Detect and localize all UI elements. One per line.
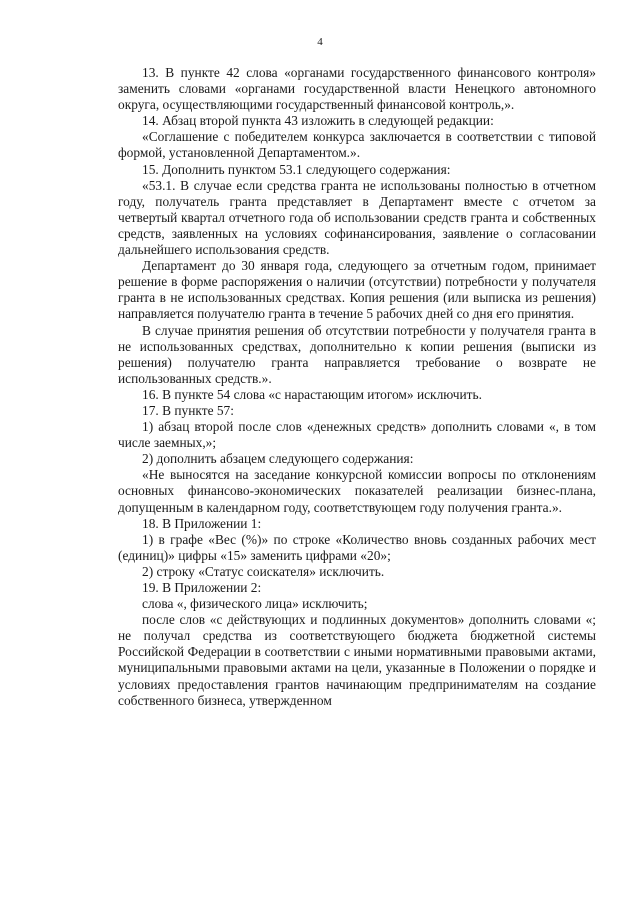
paragraph-refund-requirement: В случае принятия решения об отсутствии потребности у получателя гранта в не использованных средствах, дополнительно к копии решения (выписки из решения) получателю гранта направляется требование о возврате не использованных средств.». bbox=[118, 322, 596, 386]
paragraph-17-2-text: «Не выносятся на заседание конкурсной комиссии вопросы по отклонениям основных финансово-экономических показателей реализации бизнес-плана, допущенным в календарном году, соответствующем году получения гранта.». bbox=[118, 467, 596, 515]
paragraph-18-1: 1) в графе «Вес (%)» по строке «Количество вновь созданных рабочих мест (единиц)» цифры «15» заменить цифрами «20»; bbox=[118, 531, 596, 563]
paragraph-14: 14. Абзац второй пункта 43 изложить в следующей редакции: bbox=[142, 113, 494, 129]
paragraph-19-words: слова «, физического лица» исключить; bbox=[142, 596, 368, 612]
paragraph-19-addition: после слов «с действующих и подлинных документов» дополнить словами «; не получал средства из соответствующего бюджета бюджетной системы Российской Федерации в соответствии с иными нормативными правовыми актами, муниципальными правовыми актами на цели, указанные в Положении о порядке и условиях предоставления грантов начинающим предпринимателям на создание собственного бизнеса, утвержденном bbox=[118, 612, 596, 708]
paragraph-53-1: «53.1. В случае если средства гранта не использованы полностью в отчетном году, получатель гранта представляет в Департамент вместе с отчетом за четвертый квартал отчетного года об использовании средств гранта и собственных средств, заявленных на условиях софинансирования, заявление о согласовании дальнейшего использования средств. bbox=[118, 177, 596, 258]
paragraph-17-2: 2) дополнить абзацем следующего содержания: bbox=[142, 451, 414, 467]
paragraph-17: 17. В пункте 57: bbox=[142, 402, 234, 418]
paragraph-17-1: 1) абзац второй после слов «денежных средств» дополнить словами «, в том числе заемных,»; bbox=[118, 419, 596, 451]
paragraph-18-2: 2) строку «Статус соискателя» исключить. bbox=[142, 563, 385, 579]
document-body bbox=[118, 65, 596, 709]
paragraph-16: 16. В пункте 54 слова «с нарастающим итогом» исключить. bbox=[142, 386, 482, 402]
paragraph-15: 15. Дополнить пунктом 53.1 следующего содержания: bbox=[142, 161, 451, 177]
paragraph-13: 13. В пункте 42 слова «органами государственного финансового контроля» заменить словами «органами государственной власти Ненецкого автономного округа, осуществляющими государственный финансовой контроль,». bbox=[118, 65, 596, 113]
paragraph-department-decision: Департамент до 30 января года, следующего за отчетным годом, принимает решение в форме распоряжения о наличии (отсутствии) потребности у получателя гранта в не использованных средствах. Копия решения (или выписка из решения) направляется получателю гранта в течение 5 рабочих дней со дня его принятия. bbox=[118, 258, 596, 322]
paragraph-14-text: «Соглашение с победителем конкурса заключается в соответствии с типовой формой, установленной Департаментом.». bbox=[118, 129, 596, 161]
page-number: 4 bbox=[317, 36, 323, 48]
paragraph-18: 18. В Приложении 1: bbox=[142, 515, 262, 531]
paragraph-19: 19. В Приложении 2: bbox=[142, 580, 262, 595]
